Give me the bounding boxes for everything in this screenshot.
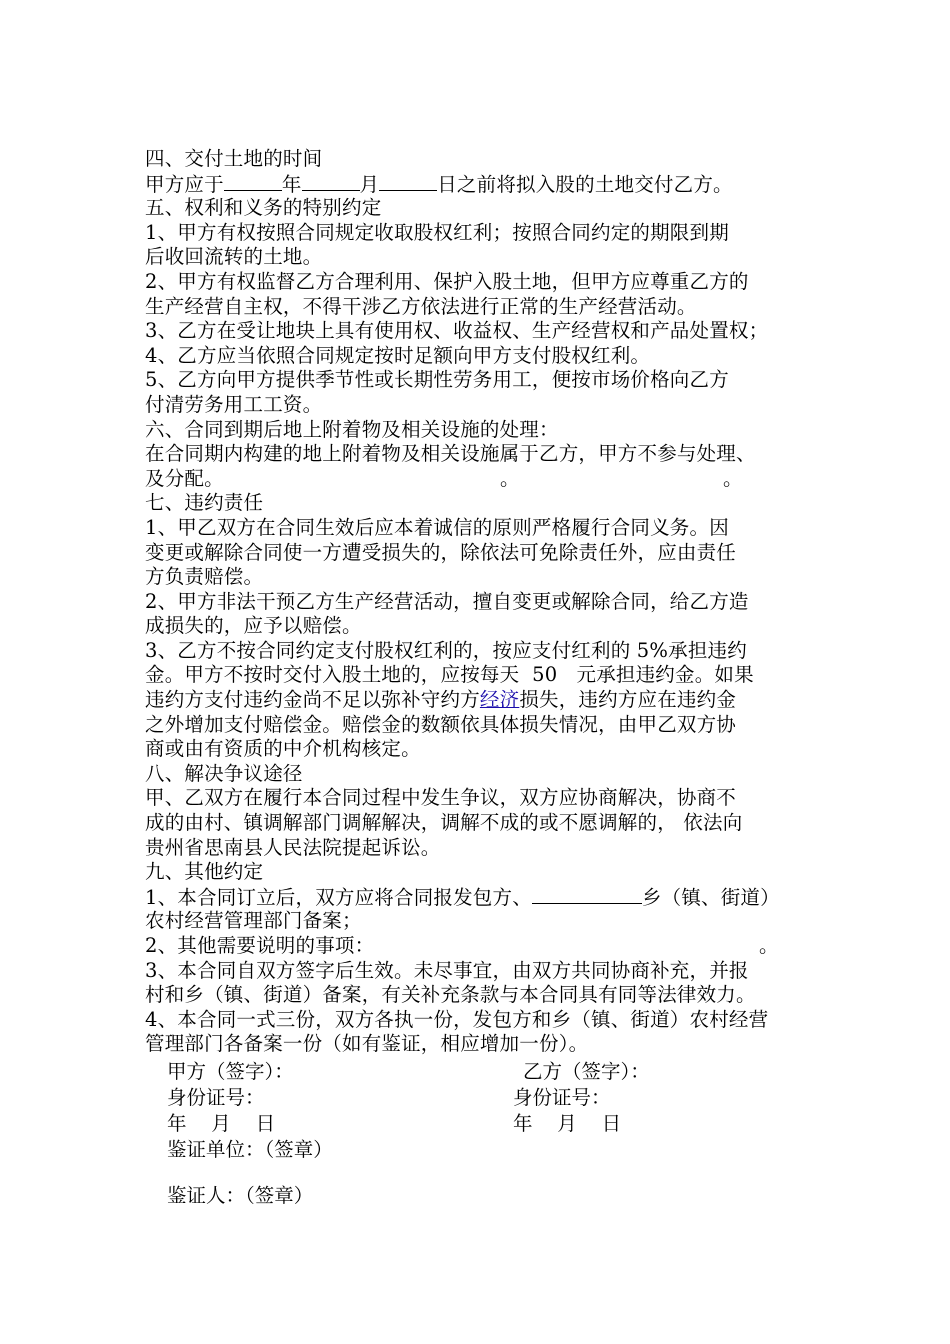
paragraph-line: 贵州省思南县人民法院提起诉讼。	[145, 835, 441, 859]
paragraph-line: 村和乡（镇、街道）备案，有关补充条款与本合同具有同等法律效力。	[145, 983, 756, 1007]
paragraph-line: 违约方支付违约金尚不足以弥补守约方经济损失，违约方应在违约金	[145, 688, 737, 712]
paragraph-line: 1、本合同订立后，双方应将合同报发包方、 乡（镇、街道）	[145, 885, 780, 909]
paragraph-line: 2、甲方非法干预乙方生产经营活动，擅自变更或解除合同，给乙方造	[145, 589, 749, 613]
paragraph-line: 2、甲方有权监督乙方合理利用、保护入股土地，但甲方应尊重乙方的	[145, 269, 749, 293]
paragraph-line: 3、乙方不按合同约定支付股权红利的，按应支付红利的 5%承担违约	[145, 638, 747, 662]
section-9-title: 九、其他约定	[145, 860, 264, 884]
paragraph-line: 变更或解除合同使一方遭受损失的，除依法可免除责任外，应由责任	[145, 540, 737, 564]
month-blank[interactable]	[302, 172, 360, 191]
paragraph-line: 方负责赔偿。	[145, 565, 264, 589]
paragraph-line: 1、甲方有权按照合同规定收取股权红利；按照合同约定的期限到期	[145, 220, 729, 244]
paragraph-line: 成损失的，应予以赔偿。	[145, 614, 362, 638]
paragraph-line: 之外增加支付赔偿金。赔偿金的数额依具体损失情况，由甲乙双方协	[145, 712, 737, 736]
paragraph-line: 后收回流转的土地。	[145, 245, 323, 269]
paragraph-line: 金。甲方不按时交付入股土地的，应按每天 50 元承担违约金。如果	[145, 663, 754, 687]
spacer	[145, 1163, 845, 1183]
party-a-id: 身份证号：	[167, 1085, 265, 1109]
paragraph-line: 管理部门各备案一份（如有鉴证，相应增加一份）。	[145, 1032, 589, 1056]
section-4-title: 四、交付土地的时间	[145, 147, 323, 170]
party-a-signature: 甲方（签字）：	[167, 1059, 294, 1083]
economy-link[interactable]: 经济	[479, 688, 520, 712]
paragraph-line: 3、乙方在受让地块上具有使用权、收益权、生产经营权和产品处置权；	[145, 319, 769, 343]
date-row	[145, 1111, 845, 1137]
township-blank[interactable]	[532, 885, 642, 904]
paragraph-line: 农村经营管理部门备案；	[145, 909, 362, 933]
year-blank[interactable]	[224, 172, 282, 191]
paragraph-line: 成的由村、镇调解部门调解解决，调解不成的或不愿调解的， 依法向	[145, 811, 743, 835]
party-b-signature: 乙方（签字）：	[523, 1059, 650, 1083]
witness-unit: 鉴证单位：（签章）	[167, 1137, 333, 1161]
section-7-title: 七、违约责任	[145, 491, 264, 515]
paragraph-line: 2、其他需要说明的事项： 。	[145, 934, 779, 957]
paragraph-line: 5、乙方向甲方提供季节性或长期性劳务用工，便按市场价格向乙方	[145, 368, 729, 392]
witness-person: 鉴证人：（签章）	[167, 1183, 314, 1207]
paragraph-line: 生产经营自主权，不得干涉乙方依法进行正常的生产经营活动。	[145, 294, 697, 318]
section-6-title: 六、合同到期后地上附着物及相关设施的处理：	[145, 417, 559, 441]
section-8-title: 八、解决争议途径	[145, 761, 303, 785]
paragraph-line: 及分配。 。 。	[145, 466, 743, 490]
delivery-date-line: 甲方应于 年 月 日之前将拟入股的土地交付乙方。	[145, 172, 733, 196]
witness-unit-row	[145, 1137, 845, 1163]
paragraph-line: 4、本合同一式三份，双方各执一份，发包方和乡（镇、街道）农村经营	[145, 1007, 769, 1031]
id-row	[145, 1085, 845, 1111]
signature-block	[145, 1059, 845, 1209]
signature-row	[145, 1059, 845, 1085]
paragraph-line: 1、甲乙双方在合同生效后应本着诚信的原则严格履行合同义务。因	[145, 515, 729, 539]
paragraph-line: 3、本合同自双方签字后生效。未尽事宜，由双方共同协商补充，并报	[145, 958, 749, 982]
party-b-id: 身份证号：	[513, 1085, 611, 1109]
paragraph-line: 4、乙方应当依照合同规定按时足额向甲方支付股权红利。	[145, 343, 651, 367]
section-5-title: 五、权利和义务的特别约定	[145, 196, 382, 220]
paragraph-line: 付清劳务用工工资。	[145, 392, 323, 416]
party-b-date: 年 月 日	[513, 1111, 622, 1135]
paragraph-line: 甲、乙双方在履行本合同过程中发生争议，双方应协商解决，协商不	[145, 786, 737, 810]
paragraph-line: 在合同期内构建的地上附着物及相关设施属于乙方，甲方不参与处理、	[145, 442, 756, 466]
contract-page	[145, 147, 845, 1209]
day-blank[interactable]	[379, 172, 437, 191]
witness-person-row	[145, 1183, 845, 1209]
party-a-date: 年 月 日	[167, 1111, 276, 1135]
paragraph-line: 商或由有资质的中介机构核定。	[145, 737, 421, 761]
